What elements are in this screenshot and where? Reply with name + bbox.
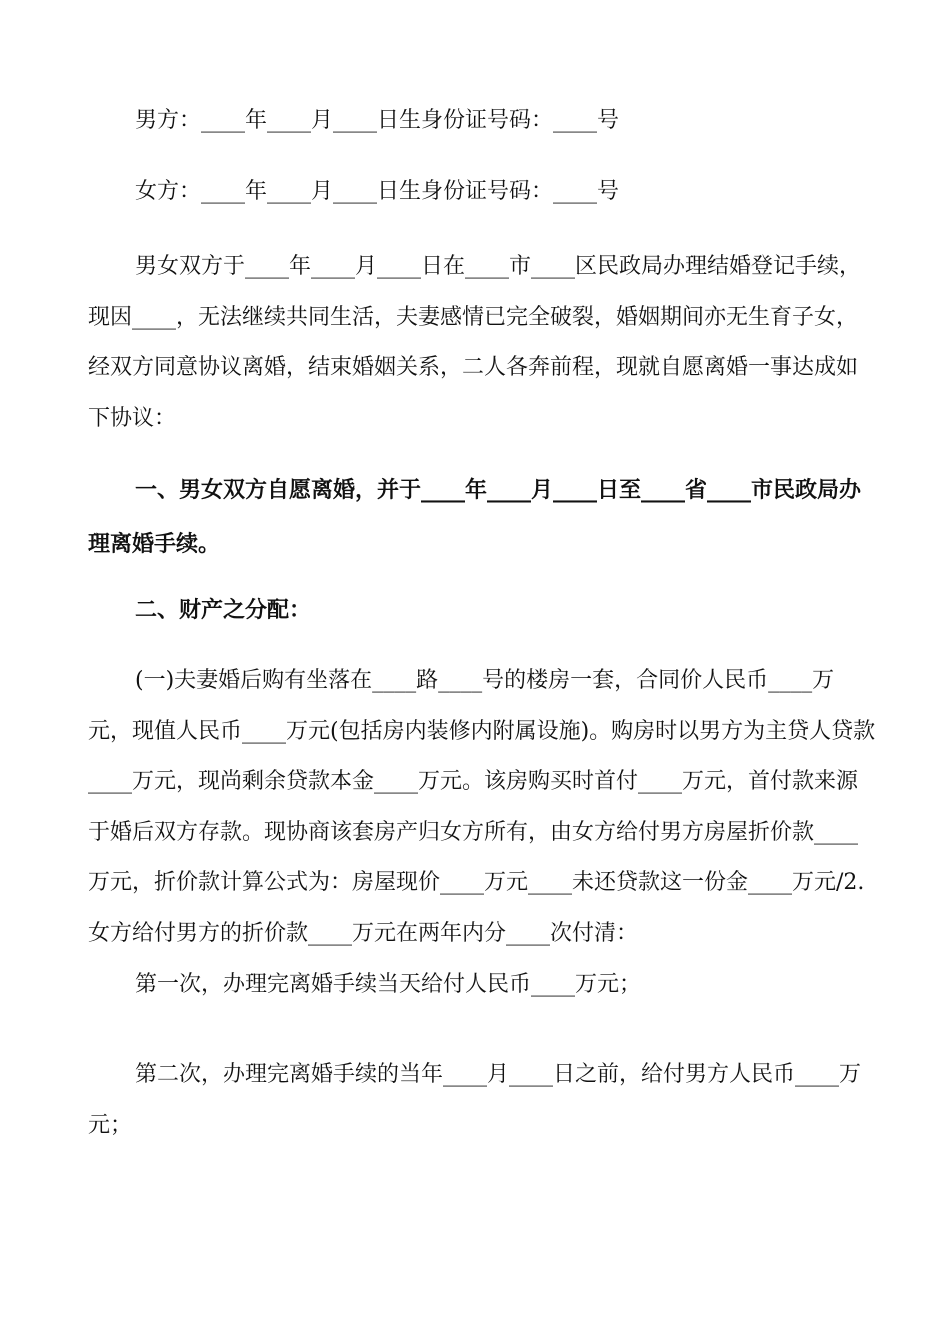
second-payment-paragraph: 第二次，办理完离婚手续的当年____月____日之前，给付男方人民币____万元； [88,1062,862,1138]
male-party-line: 男方：____年____月____日生身份证号码：____号 [135,108,620,133]
marriage-background-paragraph: 男女双方于____年____月____日在____市____区民政局办理结婚登记手续，现因____，无法继续共同生活，夫妻感情已完全破裂，婚姻期间亦无生育子女，经双方同意协议离婚，结束婚姻关系，二人各奔前程，现就自愿离婚一事达成如下协议： [88,254,862,431]
female-party-line: 女方：____年____月____日生身份证号码：____号 [135,179,620,204]
first-payment-line: 第一次，办理完离婚手续当天给付人民币____万元； [135,972,642,997]
property-clause-paragraph: (一)夫妻婚后购有坐落在____路____号的楼房一套，合同价人民币____万元，现值人民币____万元(包括房内装修内附属设施)。购房时以男方为主贷人贷款____万元，现尚剩余贷款本金____万元。该房购买时首付____万元，首付款来源于婚后双方存款。现协商该套房产归女方所有，由女方给付男方房屋折价款____万元，折价款计算公式为：房屋现价____万元____未还贷款这一份金____万元/2.女方给付男方的折价款____万元在两年内分____次付清： [88,668,876,946]
clause-two-heading: 二、财产之分配： [135,598,312,623]
clause-one-divorce: 一、男女双方自愿离婚，并于____年____月____日至____省____市民政局办理离婚手续。 [88,478,862,557]
